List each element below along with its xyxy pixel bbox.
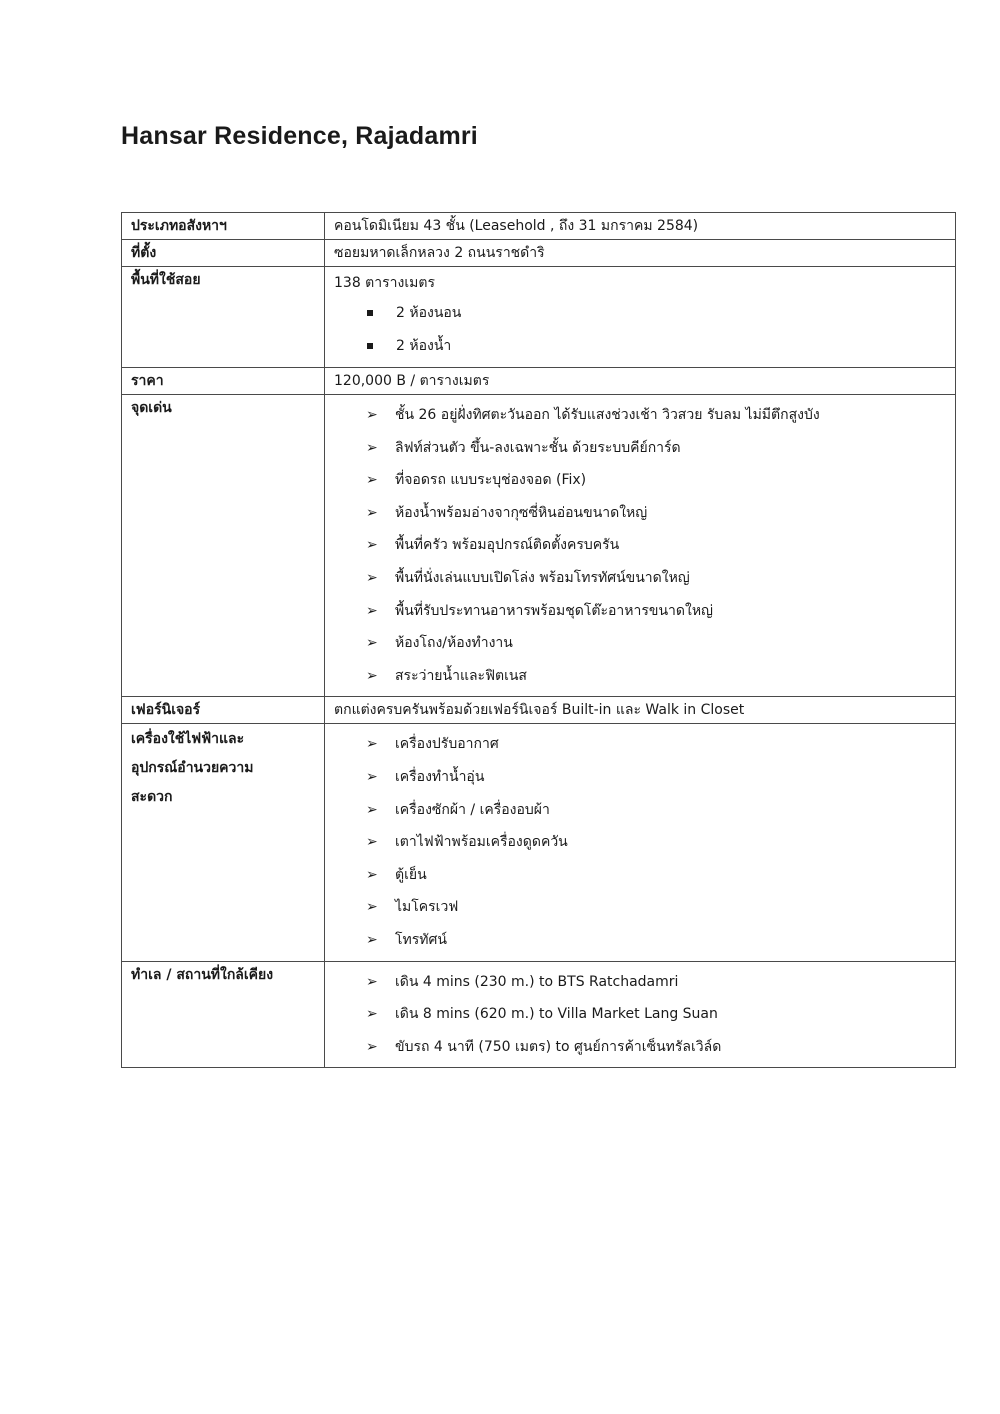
list-item [334,761,945,794]
area-room-list [334,297,945,363]
row-label-area: พื้นที่ใช้สอย [122,267,325,368]
arrow-bullet-icon: ➢ [366,504,378,521]
arrow-bullet-icon: ➢ [366,801,378,818]
list-item [334,432,945,465]
list-item [334,497,945,530]
arrow-bullet-icon: ➢ [366,472,378,489]
table-row [122,724,956,961]
list-item [334,297,945,330]
row-value-furniture: ตกแต่งครบครันพร้อมด้วยเฟอร์นิเจอร์ Built-in และ Walk in Closet [325,697,956,724]
list-item-text: ขับรถ 4 นาที (750 เมตร) to ศูนย์การค้าเซ็นทรัลเวิล์ด [395,1038,722,1055]
list-item-text: ชั้น 26 อยู่ฝั่งทิศตะวันออก ได้รับแสงช่วงเช้า วิวสวย รับลม ไม่มีตึกสูงบัง [395,407,820,423]
list-item-text: พื้นที่นั่งเล่นแบบเปิดโล่ง พร้อมโทรทัศน์ขนาดใหญ่ [395,569,690,586]
row-label-appliances [122,724,325,961]
list-item-text: เครื่องปรับอากาศ [395,736,499,753]
row-value-type: คอนโดมิเนียม 43 ชั้น (Leasehold , ถึง 31 มกราคม 2584) [325,213,956,240]
list-item-text: เครื่องซักผ้า / เครื่องอบผ้า [395,801,550,818]
list-item-text: พื้นที่ครัว พร้อมอุปกรณ์ติดตั้งครบครัน [395,537,620,554]
list-item [334,529,945,562]
list-item [334,891,945,924]
list-item [334,627,945,660]
list-item [334,859,945,892]
list-item [334,1031,945,1064]
list-item-text: ห้องน้ำพร้อมอ่างจากุซซี่หินอ่อนขนาดใหญ่ [395,504,648,521]
list-item-text: 2 ห้องนอน [396,305,462,321]
table-row [122,267,956,368]
list-item [334,464,945,497]
row-value-price: 120,000 B / ตารางเมตร [325,368,956,395]
table-row [122,240,956,267]
row-value-appliances [325,724,956,961]
arrow-bullet-icon: ➢ [366,866,378,883]
list-item-text: ห้องโถง/ห้องทำงาน [395,635,513,652]
arrow-bullet-icon: ➢ [366,899,378,916]
list-item-text: 2 ห้องน้ำ [396,338,452,354]
row-value-nearby [325,961,956,1068]
list-item [334,399,945,432]
label-line: เครื่องใช้ไฟฟ้าและ [131,731,245,748]
highlights-list [334,399,945,692]
appliances-list [334,728,945,956]
list-item [334,826,945,859]
list-item [334,728,945,761]
arrow-bullet-icon: ➢ [366,834,378,851]
arrow-bullet-icon: ➢ [366,1006,378,1023]
row-label-highlights: จุดเด่น [122,395,325,697]
list-item [334,660,945,693]
row-label-nearby: ทำเล / สถานที่ใกล้เคียง [122,961,325,1068]
area-size: 138 ตารางเมตร [334,275,435,291]
list-item-text: พื้นที่รับประทานอาหารพร้อมชุดโต๊ะอาหารขนาดใหญ่ [395,602,713,619]
arrow-bullet-icon: ➢ [366,439,378,456]
table-row [122,213,956,240]
row-value-highlights [325,395,956,697]
table-row [122,697,956,724]
list-item [334,794,945,827]
row-label-furniture: เฟอร์นิเจอร์ [122,697,325,724]
arrow-bullet-icon: ➢ [366,537,378,554]
arrow-bullet-icon: ➢ [366,602,378,619]
square-bullet-icon [367,343,373,349]
table-row [122,961,956,1068]
arrow-bullet-icon: ➢ [366,667,378,684]
arrow-bullet-icon: ➢ [366,931,378,948]
square-bullet-icon [367,310,373,316]
list-item [334,595,945,628]
arrow-bullet-icon: ➢ [366,973,378,990]
list-item-text: ตู้เย็น [395,866,427,883]
arrow-bullet-icon: ➢ [366,736,378,753]
list-item [334,998,945,1031]
label-line: สะดวก [131,789,173,806]
row-label-type: ประเภทอสังหาฯ [122,213,325,240]
list-item-text: ที่จอดรถ แบบระบุช่องจอด (Fix) [395,472,587,489]
list-item-text: ไมโครเวฟ [395,899,459,916]
row-value-area [325,267,956,368]
nearby-list [334,966,945,1064]
page-title: Hansar Residence, Rajadamri [121,122,478,150]
row-label-price: ราคา [122,368,325,395]
property-spec-table [121,212,956,1068]
row-value-location: ซอยมหาดเล็กหลวง 2 ถนนราชดำริ [325,240,956,267]
row-label-location: ที่ตั้ง [122,240,325,267]
arrow-bullet-icon: ➢ [366,1038,378,1055]
list-item [334,562,945,595]
list-item-text: สระว่ายน้ำและฟิตเนส [395,667,527,684]
list-item [334,966,945,999]
list-item-text: เครื่องทำน้ำอุ่น [395,768,485,785]
arrow-bullet-icon: ➢ [366,569,378,586]
list-item-text: เดิน 4 mins (230 m.) to BTS Ratchadamri [395,973,679,990]
table-row [122,395,956,697]
arrow-bullet-icon: ➢ [366,768,378,785]
list-item-text: เตาไฟฟ้าพร้อมเครื่องดูดควัน [395,834,568,851]
list-item-text: เดิน 8 mins (620 m.) to Villa Market Lang Suan [395,1006,718,1023]
arrow-bullet-icon: ➢ [366,635,378,652]
list-item [334,924,945,957]
table-row [122,368,956,395]
list-item-text: โทรทัศน์ [395,931,447,948]
arrow-bullet-icon: ➢ [366,407,378,423]
label-line: อุปกรณ์อำนวยความ [131,760,254,777]
list-item-text: ลิฟท์ส่วนตัว ขึ้น-ลงเฉพาะชั้น ด้วยระบบคีย์การ์ด [395,439,681,456]
list-item [334,330,945,363]
